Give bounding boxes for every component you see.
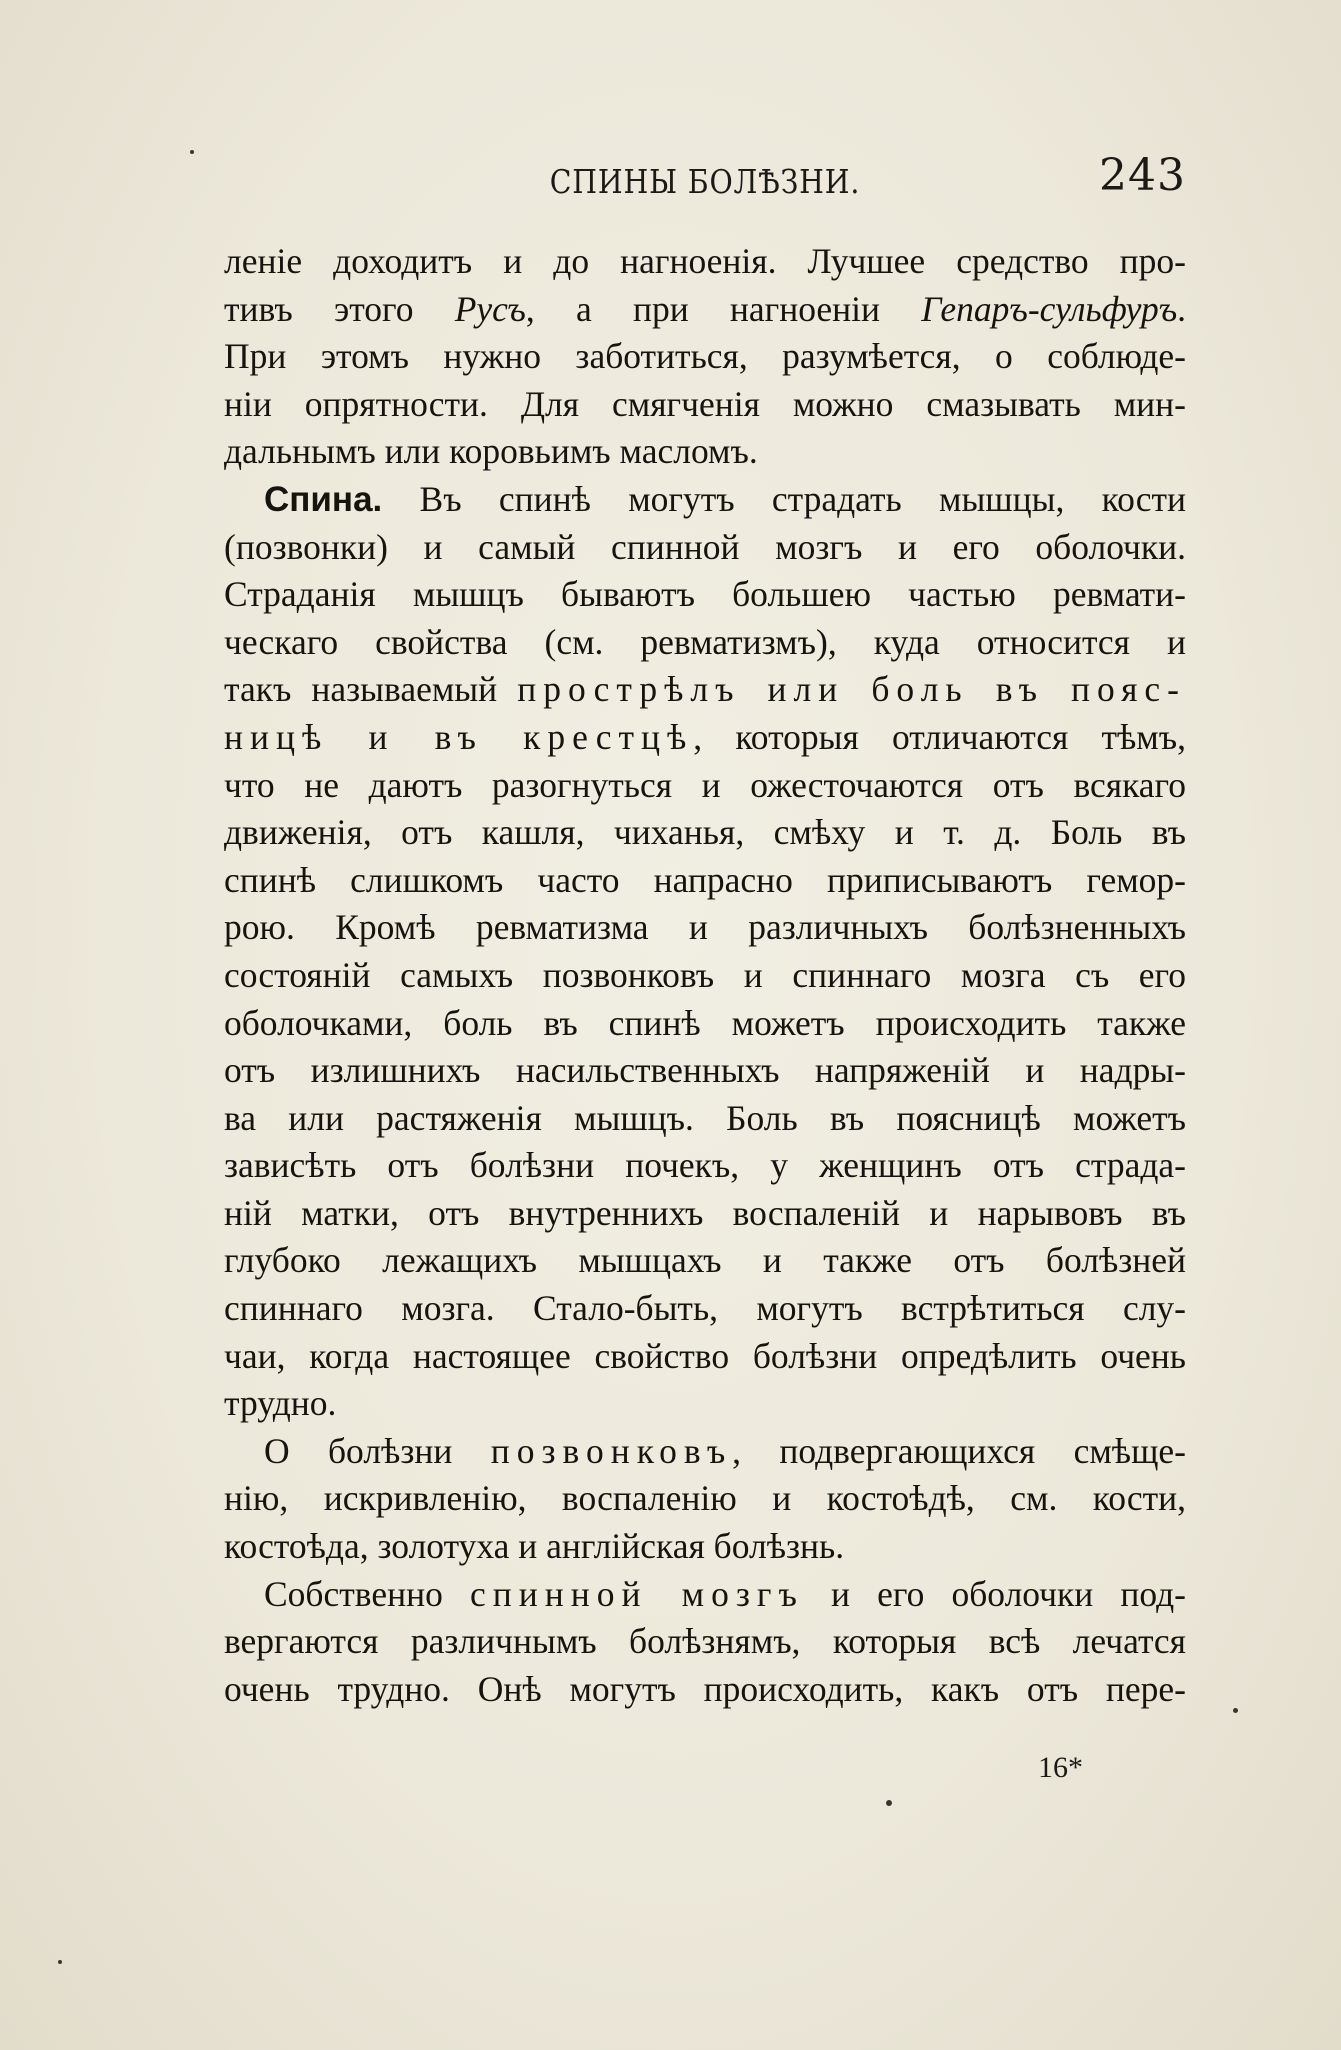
text-line: При этомъ нужно заботиться, разумѣется, о соблюде- — [224, 336, 1186, 377]
page-number: 243 — [1099, 150, 1186, 201]
text-line: трудно. — [224, 1383, 337, 1424]
text-line: отъ излишнихъ насильственныхъ напряженій и надры- — [224, 1050, 1186, 1091]
text-line: О болѣзни позвонковъ, подвергающихся смѣще- — [264, 1430, 1186, 1471]
running-title: СПИНЫ БОЛѢЗНИ. — [549, 162, 861, 201]
text-line: движенія, отъ кашля, чиханья, смѣху и т. д. Боль въ — [224, 812, 1186, 853]
emphasized-term: спинной мозгъ — [469, 1573, 804, 1614]
text-line: чаи, когда настоящее свойство болѣзни опредѣлить очень — [224, 1335, 1186, 1376]
remedy-name: Гепаръ-сульфуръ — [921, 288, 1178, 329]
paper-speck — [1233, 1708, 1238, 1713]
body-text — [224, 238, 1186, 1713]
text-line: спиннаго мозга. Стало-быть, могутъ встрѣтиться слу- — [224, 1288, 1186, 1329]
text-line: дальнымъ или коровьимъ масломъ. — [224, 431, 758, 472]
text-line: такъ называемый прострѣлъ или боль въ пояс- — [224, 669, 1187, 710]
running-head — [224, 150, 1186, 210]
emphasized-term: позвонковъ — [490, 1430, 733, 1471]
text-line: леніе доходитъ и до нагноенія. Лучшее средство про- — [224, 241, 1186, 281]
text-line: ницѣ и въ крестцѣ, которыя отличаются тѣмъ, — [224, 716, 1187, 757]
signature-mark: 16* — [1038, 1751, 1083, 1784]
paper-speck — [190, 150, 194, 154]
text-line: ній матки, отъ внутреннихъ воспаленій и нарывовъ въ — [224, 1192, 1186, 1233]
text-line: костоѣда, золотуха и англійская болѣзнь. — [224, 1526, 845, 1567]
text-line: Страданія мышцъ бываютъ большею частью ревмати- — [224, 574, 1186, 615]
text-line: глубоко лежащихъ мышцахъ и также отъ болѣзней — [224, 1240, 1186, 1281]
text-line: зависѣть отъ болѣзни почекъ, у женщинъ отъ страда- — [224, 1145, 1186, 1186]
emphasized-term: ницѣ и въ крестцѣ — [224, 716, 694, 757]
text-line: спинѣ слишкомъ часто напрасно приписываютъ гемор- — [224, 859, 1186, 900]
text-line: что не даютъ разогнуться и ожесточаются отъ всякаго — [224, 764, 1186, 805]
section-heading: Спина. — [264, 479, 383, 519]
text-line: Спина. Въ спинѣ могутъ страдать мышцы, кости — [264, 478, 1186, 519]
text-line: очень трудно. Онѣ могутъ происходить, какъ отъ пере- — [224, 1668, 1186, 1709]
paper-speck — [886, 1800, 892, 1806]
remedy-name: Русъ — [454, 288, 526, 329]
text-line: вергаются различнымъ болѣзнямъ, которыя всѣ лечатся — [224, 1621, 1186, 1662]
text-line: ческаго свойства (см. ревматизмъ), куда относится и — [224, 621, 1186, 662]
text-line: тивъ этого Русъ, а при нагноеніи Гепаръ-сульфуръ. — [224, 288, 1186, 329]
text-line: Собственно спинной мозгъ и его оболочки под- — [264, 1573, 1186, 1614]
text-line: нію, искривленію, воспаленію и костоѣдѣ, см. кости, — [224, 1478, 1186, 1519]
text-line: рою. Кромѣ ревматизма и различныхъ болѣзненныхъ — [224, 907, 1186, 948]
paper-speck — [58, 1960, 62, 1964]
text-line: состояній самыхъ позвонковъ и спиннаго мозга съ его — [224, 954, 1186, 995]
text-line: ва или растяженія мышцъ. Боль въ поясницѣ можетъ — [224, 1097, 1186, 1138]
text-line: ніи опрятности. Для смягченія можно смазывать мин- — [224, 383, 1186, 424]
text-line: (позвонки) и самый спинной мозгъ и его оболочки. — [224, 526, 1186, 567]
text-line: оболочками, боль въ спинѣ можетъ происходить также — [224, 1002, 1186, 1043]
emphasized-term: прострѣлъ или боль въ пояс- — [517, 669, 1187, 710]
